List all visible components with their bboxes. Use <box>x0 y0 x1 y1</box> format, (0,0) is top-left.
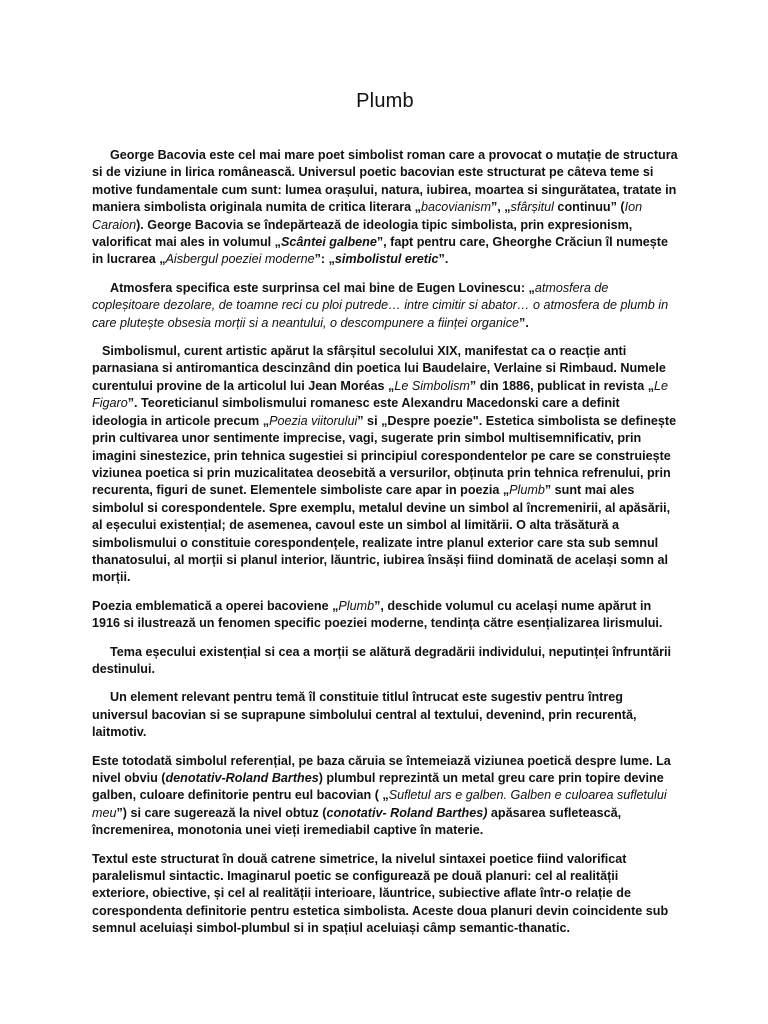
text-run: Textul este structurat în două catrene simetrice, la nivelul sintaxei poetice fiind valorificat paralelismul sintactic. Imaginarul poetic se configurează pe două planuri: cel al realității exteriore, obiective, și cel al realității interioare, lăuntrice, subiective aflate într-o relație de corespondenta definitorie pentru estetica simbolista. Aceste doua planuri devin coincidente sub semnul aceluiași simbol-plumbul si in spațiul aceluiași câmp semantic-thanatic. <box>92 851 669 936</box>
text-run: Le Figaro <box>92 378 669 411</box>
text-run: Ion Caraion <box>92 200 643 232</box>
text-run: Un element relevant pentru temă îl constituie titlul întrucat este sugestiv pentru întreg universul bacovian si se suprapune simbolului central al textului, devenind, prin recurentă, laitmotiv. <box>92 690 637 740</box>
paragraph <box>92 644 678 679</box>
text-run: sfârșitul <box>510 200 554 215</box>
text-run: ”. <box>438 252 449 267</box>
text-run: ” din 1886, publicat in revista „ <box>469 378 654 393</box>
paragraph <box>92 753 678 840</box>
text-run: simbolistul eretic <box>334 252 439 267</box>
paragraph <box>92 280 678 332</box>
text-run: Simbolismul, curent artistic apărut la sfârșitul secolului XIX, manifestat ca o reacție anti parnasiana si antiromantica descinzând din poetica lui Baudelaire, Verlaine si Rimbaud. Numele curentului provine de la articolul lui Jean Moréas „ <box>92 344 666 393</box>
document-title: Plumb <box>356 90 414 112</box>
text-run: apăsarea sufletească, încremenirea, monotonia unei vieți iremediabil captive în materie. <box>92 805 622 838</box>
text-run: continuu” ( <box>553 200 625 215</box>
paragraph <box>92 598 678 633</box>
text-run: ”, „ <box>490 200 511 215</box>
text-run: ” sunt mai ales simbolul si corespondentele. Spre exemplu, metalul devine un simbol al încremenirii, al apăsării, al eșecului existențial; de asemenea, cavoul este un simbol al limitării. O alta trăsătură a simbolismului o constituie corespondențele, realizate intre planul exterior care sta sub semnul thanatosului, al morții si planul interior, lăuntric, iubirea însăși fiind dominată de același somn al morții. <box>92 483 671 585</box>
text-run: Aisbergul poeziei moderne <box>165 252 315 267</box>
paragraph <box>92 851 678 938</box>
text-run: George Bacovia este cel mai mare poet simbolist roman care a provocat o mutație de structura si de viziune in lirica românească. Universul poetic bacovian este structurat pe câteva teme si motive fundamentale cum sunt: lumea orașului, natura, iubirea, moartea si singurătatea, tratate in maniera simbolista originala numita de critica literara „ <box>92 148 678 215</box>
text-run: Tema eșecului existențial si cea a morții se alătură degradării individului, neputinței înfruntării destinului. <box>92 644 672 676</box>
text-run: Le Simbolism <box>394 378 470 393</box>
text-run: ” si „Despre poezie". Estetica simbolista se definește prin cultivarea unor sentimente imprecise, vagi, sugerate prin simbol multisemnificativ, prin imagini sinestezice, prin tehnica sugestiei si principiul corespondentelor pe care se construiește viziunea poetica si prin muzicalitatea deosebită a versurilor, obținuta prin tehnica refrenului, prin recurenta, figuri de sunet. Elementele simboliste care apar in poezia „ <box>92 413 677 498</box>
text-run: ) plumbul reprezintă un metal greu care prin topire devine galben, culoare definitorie pentru eul bacovian ( „ <box>92 771 664 803</box>
text-run: ”: „ <box>314 252 335 267</box>
text-run: conotativ- Roland Barthes) <box>326 805 488 820</box>
text-run: bacovianism <box>420 200 491 215</box>
text-run: ”) si care sugerează la nivel obtuz ( <box>116 805 327 820</box>
text-run: ”. Teoreticianul simbolismului romanesc este Alexandru Macedonski care a definit ideologia in articole precum „ <box>92 396 620 428</box>
text-run: Plumb <box>509 483 545 498</box>
text-run: ). George Bacovia se îndepărtează de ideologia tipic simbolista, prin expresionism, valorificat mai ales in volumul „ <box>92 217 633 250</box>
text-run: Scântei galbene <box>280 235 377 250</box>
paragraph <box>92 689 678 741</box>
text-run: denotativ-Roland Barthes <box>165 771 319 785</box>
text-run: Este totodată simbolul referențial, pe baza căruia se întemeiază viziunea poetică despre lume. La nivel obviu ( <box>92 753 671 785</box>
text-run: atmosfera de copleșitoare dezolare, de toamne reci cu ploi putrede… intre cimitir si abator… o atmosfera de plumb in care plutește obsesia morții si a neantului, o descompunere a ființei organice <box>92 280 669 330</box>
text-run: ”. <box>519 315 529 330</box>
text-run: ”, fapt pentru care, Gheorghe Crăciun îl numește in lucrarea „ <box>92 235 668 267</box>
text-run: Atmosfera specifica este surprinsa cel mai bine de Eugen Lovinescu: „ <box>110 280 535 295</box>
text-run: ”, deschide volumul cu același nume apărut in 1916 si ilustrează un fenomen specific poeziei moderne, tendința către esențializarea lirismului. <box>92 598 663 631</box>
document-body <box>92 147 678 938</box>
text-run: Plumb <box>338 598 375 613</box>
text-run: Sufletul ars e galben. Galben e culoarea sufletului meu <box>92 788 667 820</box>
paragraph <box>92 147 678 269</box>
text-run: Poezia viitorului <box>269 413 358 428</box>
text-run: Poezia emblematică a operei bacoviene „ <box>92 598 339 613</box>
paragraph <box>92 343 678 587</box>
